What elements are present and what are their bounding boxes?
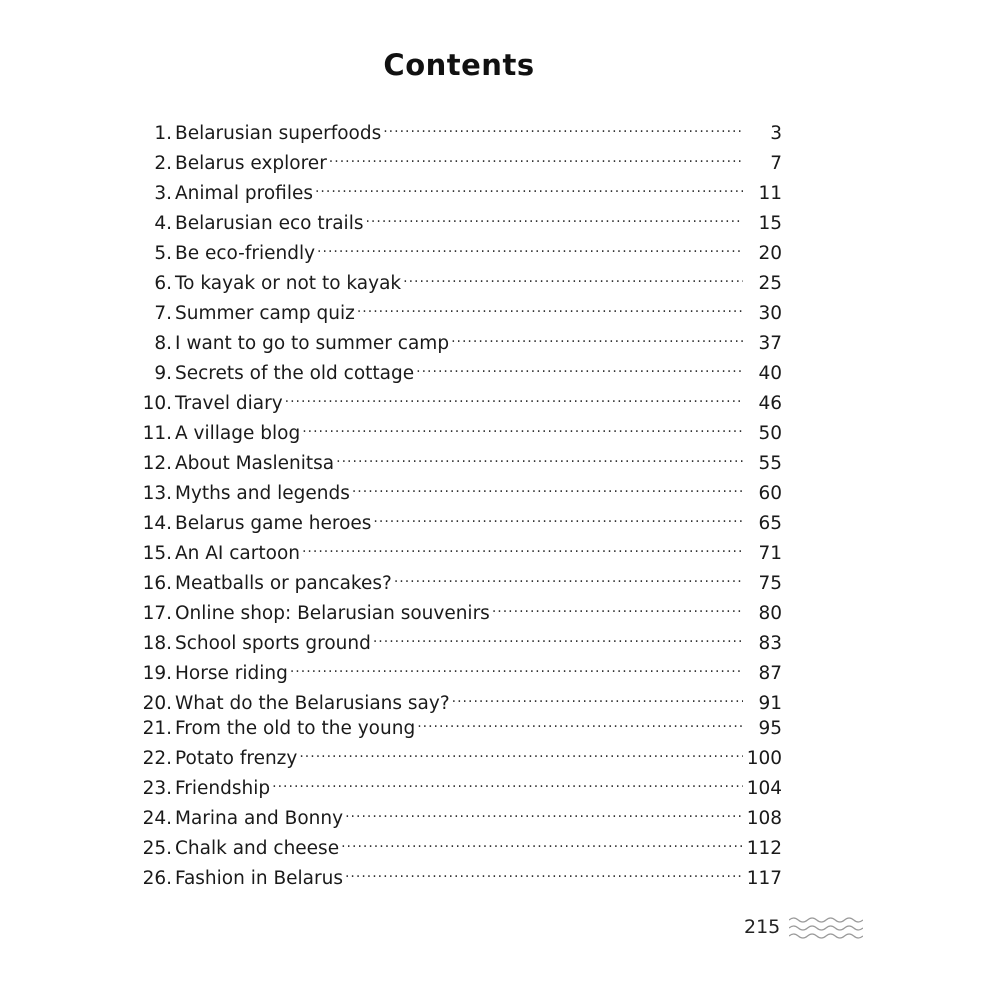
entry-title: Be eco-friendly	[175, 243, 316, 264]
dot-leader	[329, 145, 743, 169]
entry-page: 3	[770, 123, 782, 144]
toc-entry[interactable]	[132, 205, 782, 234]
entry-page: 37	[758, 333, 782, 354]
entry-number: 6.	[154, 273, 172, 294]
entry-page: 104	[746, 778, 782, 799]
entry-page: 55	[758, 453, 782, 474]
entry-page: 75	[758, 573, 782, 594]
entry-number: 26.	[142, 868, 172, 889]
dot-leader	[341, 830, 743, 854]
dot-leader	[452, 685, 743, 709]
toc-entry[interactable]	[132, 740, 782, 769]
entry-number: 21.	[142, 718, 172, 739]
entry-title: From the old to the young	[175, 718, 416, 739]
entry-page: 91	[758, 693, 782, 714]
dot-leader	[352, 475, 743, 499]
toc-entry[interactable]	[132, 235, 782, 264]
toc-entry[interactable]	[132, 115, 782, 144]
entry-title: Meatballs or pancakes?	[175, 573, 392, 594]
entry-page: 60	[758, 483, 782, 504]
entry-page: 50	[758, 423, 782, 444]
entry-number: 10.	[142, 393, 172, 414]
entry-number: 19.	[142, 663, 172, 684]
toc-entry[interactable]	[132, 445, 782, 474]
toc-entry[interactable]	[132, 830, 782, 859]
entry-page: 25	[758, 273, 782, 294]
entry-page: 30	[758, 303, 782, 324]
entry-title: About Maslenitsa	[175, 453, 335, 474]
dot-leader	[317, 235, 743, 259]
entry-title: Belarusian superfoods	[175, 123, 382, 144]
toc-entry[interactable]	[132, 565, 782, 594]
entry-page: 100	[746, 748, 782, 769]
entry-number: 23.	[142, 778, 172, 799]
entry-title: Fashion in Belarus	[175, 868, 343, 889]
entry-title: Belarus game heroes	[175, 513, 372, 534]
toc-entry[interactable]	[132, 355, 782, 384]
dot-leader	[272, 770, 743, 794]
entry-number: 4.	[154, 213, 172, 234]
entry-page: 40	[758, 363, 782, 384]
toc-entry[interactable]	[132, 685, 782, 714]
entry-number: 2.	[154, 153, 172, 174]
entry-page: 7	[770, 153, 782, 174]
entry-number: 3.	[154, 183, 172, 204]
entry-number: 5.	[154, 243, 172, 264]
entry-title: Potato frenzy	[175, 748, 298, 769]
entry-title: School sports ground	[175, 633, 371, 654]
toc-entry[interactable]	[132, 710, 782, 739]
toc-entry[interactable]	[132, 145, 782, 174]
dot-leader	[302, 535, 743, 559]
entry-page: 87	[758, 663, 782, 684]
entry-number: 14.	[142, 513, 172, 534]
toc-entry[interactable]	[132, 475, 782, 504]
dot-leader	[416, 355, 743, 379]
entry-title: What do the Belarusians say?	[175, 693, 450, 714]
dot-leader	[299, 740, 743, 764]
toc-entry[interactable]	[132, 535, 782, 564]
toc-entry[interactable]	[132, 655, 782, 684]
dot-leader	[345, 860, 743, 884]
toc-entry[interactable]	[132, 505, 782, 534]
entry-title: Secrets of the old cottage	[175, 363, 415, 384]
dot-leader	[302, 415, 743, 439]
entry-title: Friendship	[175, 778, 271, 799]
entry-title: Myths and legends	[175, 483, 350, 504]
entry-page: 117	[746, 868, 782, 889]
dot-leader	[417, 710, 743, 734]
entry-title: An AI cartoon	[175, 543, 300, 564]
entry-page: 95	[758, 718, 782, 739]
entry-number: 16.	[142, 573, 172, 594]
entry-number: 17.	[142, 603, 172, 624]
entry-title: Belarus explorer	[175, 153, 327, 174]
entry-title: Animal profiles	[175, 183, 313, 204]
page-number: 215	[744, 916, 781, 938]
entry-title: I want to go to summer camp	[175, 333, 450, 354]
toc-entry[interactable]	[132, 625, 782, 654]
entry-number: 13.	[142, 483, 172, 504]
toc-entry[interactable]	[132, 295, 782, 324]
entry-number: 9.	[154, 363, 172, 384]
entry-number: 1.	[154, 123, 172, 144]
entry-page: 83	[758, 633, 782, 654]
dot-leader	[403, 265, 743, 289]
toc-entry[interactable]	[132, 595, 782, 624]
entry-number: 24.	[142, 808, 172, 829]
dot-leader	[492, 595, 743, 619]
entry-page: 65	[758, 513, 782, 534]
dot-leader	[357, 295, 743, 319]
page-title: Contents	[383, 48, 535, 82]
entry-title: To kayak or not to kayak	[175, 273, 402, 294]
entry-number: 20.	[142, 693, 172, 714]
entry-title: A village blog	[175, 423, 301, 444]
dot-leader	[365, 205, 743, 229]
entry-number: 18.	[142, 633, 172, 654]
entry-page: 11	[758, 183, 782, 204]
entry-page: 108	[746, 808, 782, 829]
dot-leader	[373, 625, 743, 649]
entry-title: Marina and Bonny	[175, 808, 344, 829]
dot-leader	[383, 115, 743, 139]
entry-number: 7.	[154, 303, 172, 324]
dot-leader	[336, 445, 743, 469]
dot-leader	[373, 505, 743, 529]
entry-title: Chalk and cheese	[175, 838, 340, 859]
entry-page: 46	[758, 393, 782, 414]
entry-number: 15.	[142, 543, 172, 564]
entry-title: Online shop: Belarusian souvenirs	[175, 603, 490, 624]
wavy-lines-icon	[789, 915, 863, 941]
entry-title: Summer camp quiz	[175, 303, 355, 324]
dot-leader	[315, 175, 743, 199]
toc-entry[interactable]	[132, 385, 782, 414]
toc-entry[interactable]	[132, 265, 782, 294]
dot-leader	[394, 565, 743, 589]
entry-title: Belarusian eco trails	[175, 213, 364, 234]
entry-number: 8.	[154, 333, 172, 354]
dot-leader	[290, 655, 743, 679]
entry-page: 15	[758, 213, 782, 234]
entry-number: 25.	[142, 838, 172, 859]
entry-page: 20	[758, 243, 782, 264]
toc-entry[interactable]	[132, 415, 782, 444]
toc-entry[interactable]	[132, 860, 782, 889]
dot-leader	[285, 385, 743, 409]
entry-number: 12.	[142, 453, 172, 474]
entry-title: Travel diary	[175, 393, 283, 414]
entry-page: 71	[758, 543, 782, 564]
toc-entry[interactable]	[132, 800, 782, 829]
entry-page: 80	[758, 603, 782, 624]
entry-number: 11.	[142, 423, 172, 444]
dot-leader	[345, 800, 743, 824]
toc-entry[interactable]	[132, 325, 782, 354]
entry-number: 22.	[142, 748, 172, 769]
dot-leader	[451, 325, 743, 349]
toc-entry[interactable]	[132, 175, 782, 204]
toc-entry[interactable]	[132, 770, 782, 799]
entry-title: Horse riding	[175, 663, 288, 684]
entry-page: 112	[746, 838, 782, 859]
